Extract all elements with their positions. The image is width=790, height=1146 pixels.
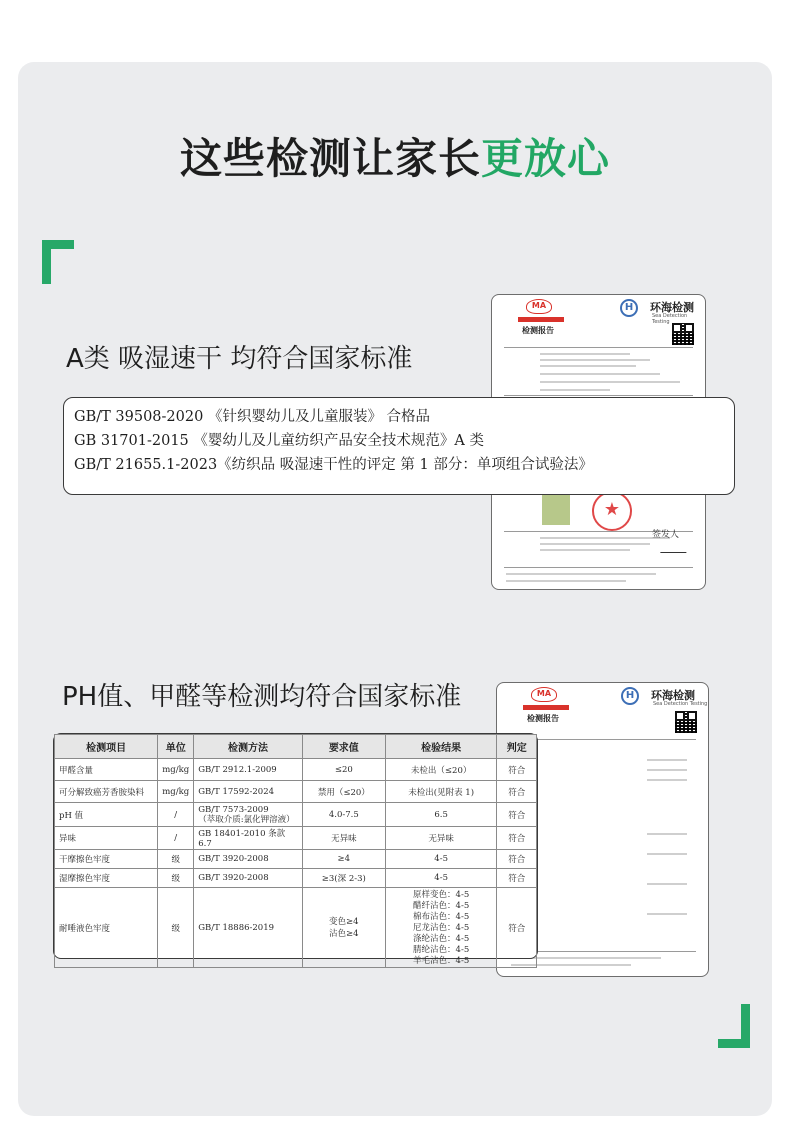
cell-verdict: 符合 [497, 827, 537, 850]
cma-code-bar [523, 705, 569, 710]
result-line: 尼龙沾色：4-5 [413, 923, 470, 933]
table-row [55, 827, 537, 850]
required-line-2: 沾色≥4 [329, 928, 359, 939]
cell-verdict: 符合 [497, 888, 537, 968]
qr-code-icon [672, 323, 694, 345]
test-results-table-box [53, 733, 538, 966]
report-text-line [540, 365, 636, 367]
cell-item: 干摩擦色牢度 [55, 850, 158, 869]
cell-unit: / [158, 827, 194, 850]
cell-unit: 级 [158, 888, 194, 968]
table-row [55, 869, 537, 888]
report-text-line [540, 389, 610, 391]
report-text-line [540, 353, 630, 355]
report-text-line [540, 373, 660, 375]
section-a-title: A类 吸湿速干 均符合国家标准 [66, 344, 413, 374]
report-brand-en: Sea Detection Testing [652, 313, 688, 325]
col-header-item: 检测项目 [55, 735, 158, 759]
standard-line-2: GB 31701-2015 《婴幼儿及儿童纺织产品安全技术规范》A 类 [74, 433, 484, 449]
section-b-title: PH值、甲醛等检测均符合国家标准 [62, 682, 462, 712]
cell-result: 6.5 [385, 803, 497, 827]
cell-result: 未检出（≤20） [385, 759, 497, 781]
report-text-line [647, 759, 687, 761]
huanhai-logo-icon: H [621, 687, 639, 705]
report-text-line [647, 833, 687, 835]
report-rule [504, 395, 693, 396]
cell-result: 未检出(见附表 1) [385, 781, 497, 803]
cell-required: 禁用（≤20） [302, 781, 385, 803]
cell-verdict: 符合 [497, 803, 537, 827]
col-header-method: 检测方法 [194, 735, 303, 759]
standard-line-1: GB/T 39508-2020 《针织婴幼儿及儿童服装》 合格品 [74, 409, 431, 425]
report-brand-en: Sea Detection Testing [653, 701, 708, 707]
cell-item: 异味 [55, 827, 158, 850]
table-row [55, 850, 537, 869]
cell-result [385, 888, 497, 968]
corner-bracket-bottom-right [718, 1004, 750, 1048]
cell-required: ≥3(深 2-3) [302, 869, 385, 888]
report-text-line [647, 883, 687, 885]
report-text-line [540, 381, 680, 383]
report-text-line [540, 549, 630, 551]
product-photo [542, 491, 570, 525]
cell-verdict: 符合 [497, 759, 537, 781]
method-line-2: （萃取介质:氯化钾溶液） [198, 814, 295, 825]
cell-method: GB/T 18886-2019 [194, 888, 303, 968]
cell-required: ≤20 [302, 759, 385, 781]
cell-result: 无异味 [385, 827, 497, 850]
huanhai-logo-icon: H [620, 299, 638, 317]
required-line-1: 变色≥4 [329, 916, 359, 927]
cma-mark-icon: MA [526, 299, 552, 314]
table-row [55, 888, 537, 968]
cell-required [302, 888, 385, 968]
report-rule [504, 347, 693, 348]
table-row [55, 759, 537, 781]
cell-method: GB/T 2912.1-2009 [194, 759, 303, 781]
report-text-line [647, 769, 687, 771]
method-line-1: GB/T 7573-2009 [198, 804, 269, 815]
cell-unit: mg/kg [158, 781, 194, 803]
report-text-line [647, 913, 687, 915]
cell-method: GB/T 17592-2024 [194, 781, 303, 803]
cell-verdict: 符合 [497, 850, 537, 869]
col-header-result: 检验结果 [385, 735, 497, 759]
standard-line-3: GB/T 21655.1-2023《纺织品 吸湿速干性的评定 第 1 部分：单项组合试验法》 [74, 457, 593, 473]
report-brand: 环海检测 [650, 301, 694, 314]
cell-result: 4-5 [385, 869, 497, 888]
report-title: 检测报告 [527, 714, 559, 723]
report-text-line [506, 580, 626, 582]
cell-method: GB/T 3920-2008 [194, 850, 303, 869]
col-header-verdict: 判定 [497, 735, 537, 759]
signer-label: 签发人 [652, 530, 680, 540]
result-line: 涤纶沾色：4-5 [413, 934, 470, 944]
table-header-row [55, 735, 537, 759]
result-line: 棉布沾色：4-5 [413, 912, 470, 922]
cell-required: 无异味 [302, 827, 385, 850]
heading-highlight: 更放心 [481, 134, 611, 183]
result-line: 原样变色：4-5 [413, 890, 470, 900]
corner-bracket-top-left [42, 240, 74, 284]
table-row [55, 781, 537, 803]
qr-code-icon [675, 711, 697, 733]
cell-method [194, 803, 303, 827]
cell-item: 湿摩擦色牢度 [55, 869, 158, 888]
cell-unit: / [158, 803, 194, 827]
report-text-line [647, 779, 687, 781]
col-header-required: 要求值 [302, 735, 385, 759]
report-text-line [540, 543, 650, 545]
report-text-line [506, 573, 656, 575]
cma-code-bar [518, 317, 564, 322]
cell-method: GB/T 3920-2008 [194, 869, 303, 888]
cell-verdict: 符合 [497, 781, 537, 803]
page-heading [0, 126, 790, 186]
cell-item: 耐唾液色牢度 [55, 888, 158, 968]
report-text-line [647, 853, 687, 855]
cell-result: 4-5 [385, 850, 497, 869]
signature-icon [660, 543, 690, 553]
cell-unit: 级 [158, 850, 194, 869]
cell-method: GB 18401-2010 条款 6.7 [194, 827, 303, 850]
table-row [55, 803, 537, 827]
cell-item: 可分解致癌芳香胺染料 [55, 781, 158, 803]
official-seal-icon: ★ [592, 491, 632, 531]
test-results-table [54, 734, 537, 968]
cell-unit: mg/kg [158, 759, 194, 781]
report-brand: 环海检测 [651, 689, 695, 702]
result-line: 醋纤沾色：4-5 [413, 901, 470, 911]
cell-required: 4.0-7.5 [302, 803, 385, 827]
cell-verdict: 符合 [497, 869, 537, 888]
col-header-unit: 单位 [158, 735, 194, 759]
report-rule [504, 567, 693, 568]
report-title: 检测报告 [522, 326, 554, 335]
result-line: 羊毛沾色：4-5 [413, 956, 470, 966]
heading-part1: 这些检测让家长 [179, 134, 481, 183]
cell-unit: 级 [158, 869, 194, 888]
standards-box [63, 397, 735, 495]
cell-item: pH 值 [55, 803, 158, 827]
cma-mark-icon: MA [531, 687, 557, 702]
cell-required: ≥4 [302, 850, 385, 869]
result-line: 腈纶沾色：4-5 [413, 945, 470, 955]
report-text-line [540, 537, 670, 539]
report-text-line [540, 359, 650, 361]
cell-item: 甲醛含量 [55, 759, 158, 781]
